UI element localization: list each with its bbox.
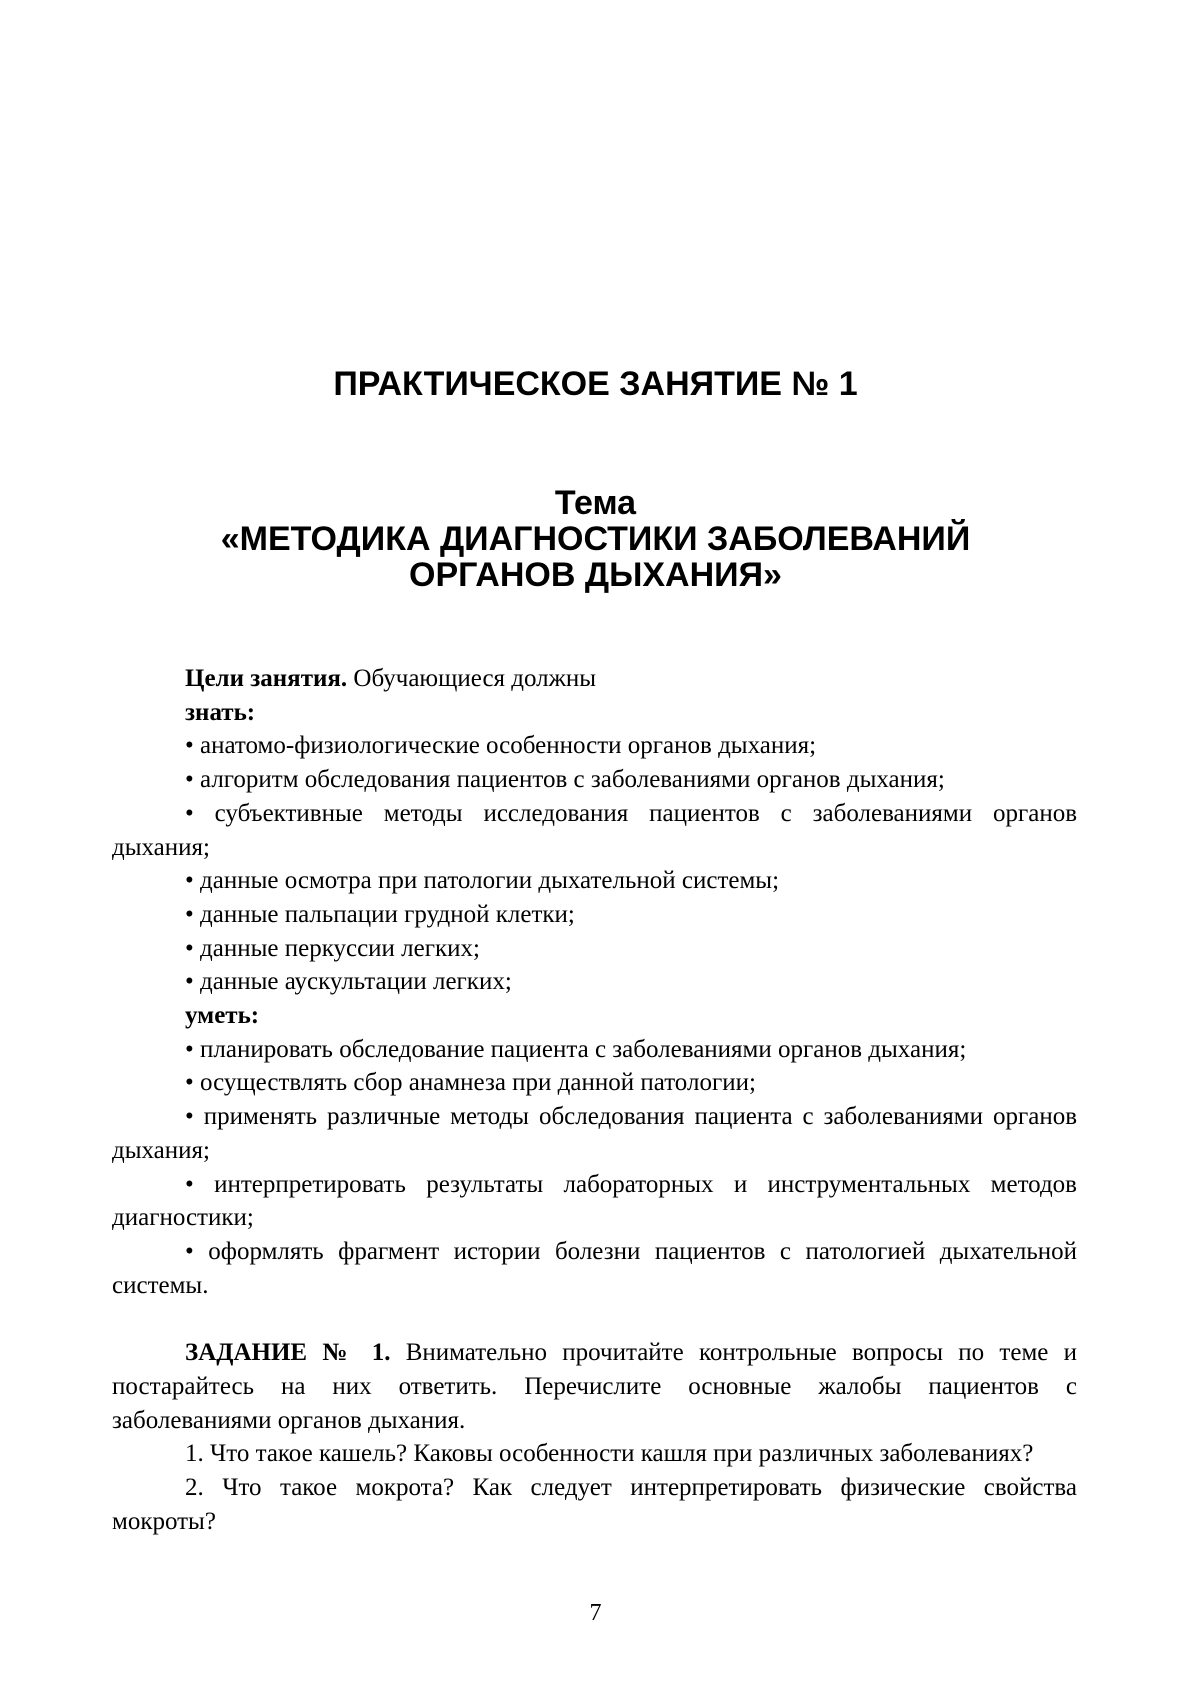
list-item: • интерпретировать результаты лабораторных и инструментальных методов диагностики; <box>112 1170 1077 1232</box>
question-item: 1. Что такое кашель? Каковы особенности кашля при различных заболеваниях? <box>185 1440 1034 1468</box>
lesson-title: ПРАКТИЧЕСКОЕ ЗАНЯТИЕ № 1 <box>333 365 858 403</box>
task-1-paragraph <box>112 1336 1077 1437</box>
task-1-label: ЗАДАНИЕ № 1. <box>185 1339 391 1367</box>
list-item: • данные пальпации грудной клетки; <box>185 900 575 928</box>
know-label: знать: <box>185 698 256 726</box>
topic-title-line-2: ОРГАНОВ ДЫХАНИЯ» <box>409 556 782 594</box>
lesson-body <box>112 662 1077 1539</box>
goals-paragraph <box>112 662 1077 696</box>
list-item: • оформлять фрагмент истории болезни пациентов с патологией дыхательной системы. <box>112 1237 1077 1299</box>
question-item: 2. Что такое мокрота? Как следует интерпретировать физические свойства мокроты? <box>112 1474 1077 1535</box>
task-1-text: Внимательно прочитайте контрольные вопросы по теме и постарайтесь на них ответить. Перечислите основные жалобы пациентов с заболеваниями органов дыхания. <box>112 1339 1078 1434</box>
can-label: уметь: <box>185 1002 260 1030</box>
list-item: • данные осмотра при патологии дыхательной системы; <box>185 867 780 895</box>
goals-intro: Обучающиеся должны <box>347 665 597 692</box>
list-item: • осуществлять сбор анамнеза при данной патологии; <box>185 1069 756 1097</box>
list-item: • алгоритм обследования пациентов с заболеваниями органов дыхания; <box>185 766 945 794</box>
list-item: • анатомо-физиологические особенности органов дыхания; <box>185 732 817 760</box>
list-item: • данные аускультации легких; <box>185 968 512 996</box>
list-item: • применять различные методы обследования пациента с заболеваниями органов дыхания; <box>112 1103 1077 1164</box>
topic-label: Тема <box>554 484 637 522</box>
page-number: 7 <box>589 1600 602 1626</box>
topic-title <box>0 521 1191 593</box>
goals-label: Цели занятия. <box>185 665 348 692</box>
list-item: • планировать обследование пациента с заболеваниями органов дыхания; <box>185 1035 967 1063</box>
list-item: • субъективные методы исследования пациентов с заболеваниями органов дыхания; <box>112 799 1077 861</box>
topic-title-line-1: «МЕТОДИКА ДИАГНОСТИКИ ЗАБОЛЕВАНИЙ <box>220 520 971 558</box>
list-item: • данные перкуссии легких; <box>185 934 480 962</box>
